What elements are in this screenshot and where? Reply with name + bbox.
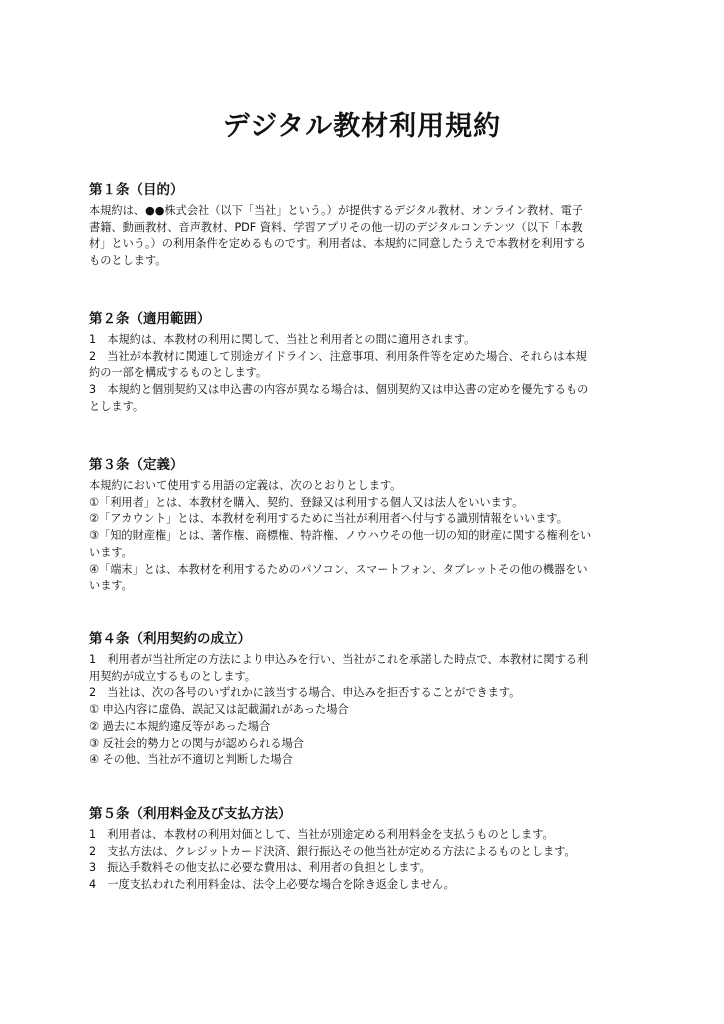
- article-2-heading: 第２条（適用範囲）: [89, 311, 211, 327]
- article-1-line: 書籍、動画教材、音声教材、PDF 資料、学習アプリその他一切のデジタルコンテンツ（以下「本教: [89, 220, 583, 234]
- article-5-line: 1 利用者は、本教材の利用対価として、当社が別途定める利用料金を支払うものとします。: [89, 828, 554, 841]
- article-4-line: 用契約が成立するものとします。: [89, 669, 256, 683]
- article-2-line: 2 当社が本教材に関連して別途ガイドライン、注意事項、利用条件等を定めた場合、それらは本規: [89, 349, 587, 363]
- document-title: デジタル教材利用規約: [222, 111, 502, 142]
- article-1-line: 材」という。）の利用条件を定めるものです。利用者は、本規約に同意したうえで本教材を利用する: [89, 237, 586, 251]
- article-3-line: います。: [89, 545, 133, 559]
- article-3-line: 本規約において使用する用語の定義は、次のとおりとします。: [89, 479, 402, 492]
- article-5-heading: 第５条（利用料金及び支払方法）: [89, 806, 292, 822]
- article-3-heading: 第３条（定義）: [89, 457, 184, 473]
- article-3-section: [89, 456, 637, 595]
- article-2-line: とします。: [89, 399, 145, 413]
- article-2-line: 3 本規約と個別契約又は申込書の内容が異なる場合は、個別契約又は申込書の定めを優先するもの: [89, 383, 589, 397]
- article-4-heading: 第４条（利用契約の成立）: [89, 631, 251, 647]
- article-4-line: ② 過去に本規約違反等があった場合: [89, 719, 271, 733]
- article-5-section: [89, 805, 637, 894]
- article-4-line: ③ 反社会的勢力との関与が認められる場合: [89, 736, 304, 750]
- article-3-line: ③「知的財産権」とは、著作権、商標権、特許権、ノウハウその他一切の知的財産に関する権利をい: [89, 529, 592, 543]
- article-1-section: [89, 181, 637, 270]
- article-4-section: [89, 630, 637, 769]
- article-4-line: 2 当社は、次の各号のいずれかに該当する場合、申込みを拒否することができます。: [89, 686, 521, 700]
- article-1-heading: 第１条（目的）: [89, 182, 184, 198]
- article-5-line: 3 振込手数料その他支払に必要な費用は、利用者の負担とします。: [89, 861, 431, 875]
- article-3-line: ②「アカウント」とは、本教材を利用するために当社が利用者へ付与する識別情報をいいます。: [89, 512, 568, 526]
- article-1-line: ものとします。: [89, 254, 167, 268]
- article-3-line: います。: [89, 579, 133, 593]
- article-2-line: 1 本規約は、本教材の利用に関して、当社と利用者との間に適用されます。: [89, 333, 476, 346]
- article-2-section: [89, 310, 637, 416]
- article-3-line: ①「利用者」とは、本教材を購入、契約、登録又は利用する個人又は法人をいいます。: [89, 495, 524, 509]
- article-1-line: 本規約は、●●株式会社（以下「当社」という。）が提供するデジタル教材、オンライン教材、電子: [89, 204, 583, 217]
- article-4-line: ④ その他、当社が不適切と判断した場合: [89, 753, 293, 767]
- article-4-line: ① 申込内容に虚偽、誤記又は記載漏れがあった場合: [89, 703, 349, 717]
- article-4-line: 1 利用者が当社所定の方法により申込みを行い、当社がこれを承諾した時点で、本教材に関する利: [89, 653, 589, 666]
- article-2-line: 約の一部を構成するものとします。: [89, 366, 268, 380]
- article-3-line: ④「端末」とは、本教材を利用するためのパソコン、スマートフォン、タブレットその他の機器をい: [89, 562, 588, 576]
- article-5-line: 4 一度支払われた利用料金は、法令上必要な場合を除き返金しません。: [89, 878, 455, 892]
- article-5-line: 2 支払方法は、クレジットカード決済、銀行振込その他当社が定める方法によるものとします。: [89, 844, 576, 858]
